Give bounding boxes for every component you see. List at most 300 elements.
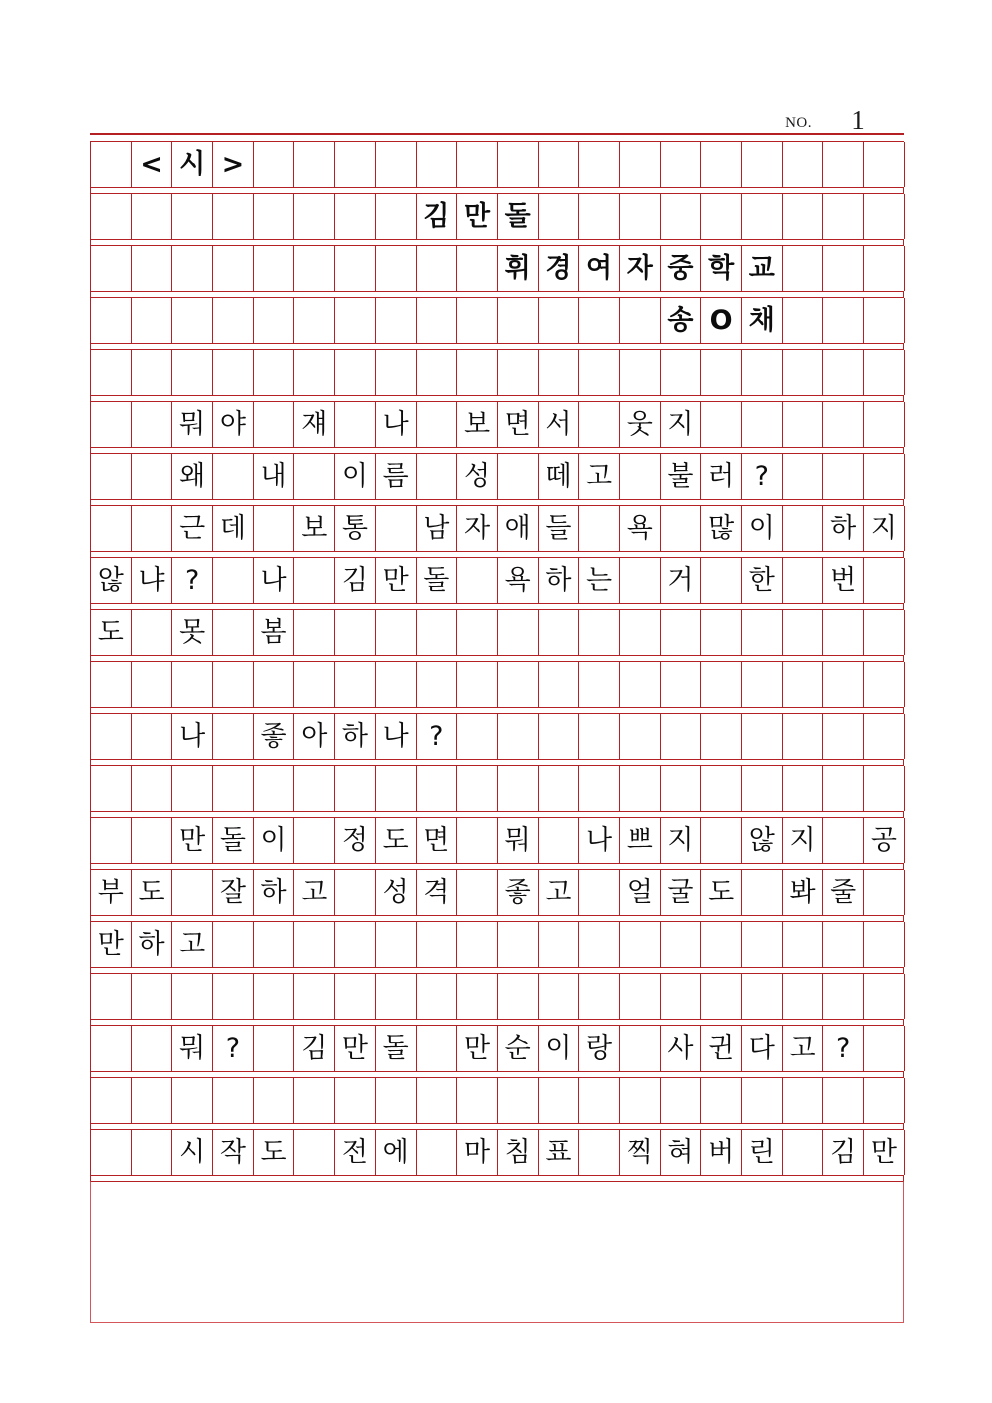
manuscript-cell[interactable] bbox=[539, 818, 580, 863]
manuscript-cell[interactable] bbox=[172, 298, 213, 343]
manuscript-cell[interactable] bbox=[864, 870, 905, 915]
manuscript-cell[interactable] bbox=[620, 298, 661, 343]
manuscript-cell[interactable]: 이 bbox=[254, 818, 295, 863]
manuscript-cell[interactable] bbox=[254, 142, 295, 187]
manuscript-cell[interactable] bbox=[213, 350, 254, 395]
manuscript-cell[interactable] bbox=[172, 662, 213, 707]
manuscript-cell[interactable] bbox=[701, 922, 742, 967]
manuscript-cell[interactable]: 자 bbox=[457, 506, 498, 551]
manuscript-cell[interactable]: 돌 bbox=[498, 194, 539, 239]
manuscript-cell[interactable] bbox=[254, 766, 295, 811]
manuscript-cell[interactable] bbox=[701, 1078, 742, 1123]
manuscript-cell[interactable] bbox=[294, 1078, 335, 1123]
manuscript-cell[interactable] bbox=[172, 974, 213, 1019]
manuscript-cell[interactable] bbox=[335, 974, 376, 1019]
manuscript-cell[interactable] bbox=[701, 142, 742, 187]
manuscript-cell[interactable] bbox=[294, 454, 335, 499]
manuscript-cell[interactable] bbox=[417, 402, 458, 447]
manuscript-cell[interactable] bbox=[742, 922, 783, 967]
manuscript-cell[interactable] bbox=[213, 766, 254, 811]
manuscript-cell[interactable] bbox=[823, 818, 864, 863]
manuscript-cell[interactable] bbox=[701, 662, 742, 707]
manuscript-cell[interactable] bbox=[620, 558, 661, 603]
manuscript-cell[interactable]: 나 bbox=[579, 818, 620, 863]
manuscript-cell[interactable] bbox=[823, 402, 864, 447]
manuscript-cell[interactable] bbox=[620, 350, 661, 395]
manuscript-cell[interactable]: ? bbox=[213, 1026, 254, 1071]
manuscript-cell[interactable]: 줄 bbox=[823, 870, 864, 915]
manuscript-cell[interactable]: 한 bbox=[742, 558, 783, 603]
manuscript-cell[interactable] bbox=[132, 662, 173, 707]
manuscript-cell[interactable] bbox=[620, 194, 661, 239]
manuscript-cell[interactable]: 작 bbox=[213, 1130, 254, 1175]
manuscript-cell[interactable] bbox=[132, 766, 173, 811]
manuscript-cell[interactable]: 고 bbox=[294, 870, 335, 915]
manuscript-cell[interactable] bbox=[539, 1078, 580, 1123]
manuscript-cell[interactable] bbox=[498, 974, 539, 1019]
manuscript-cell[interactable] bbox=[335, 1078, 376, 1123]
manuscript-cell[interactable]: 욕 bbox=[620, 506, 661, 551]
manuscript-cell[interactable] bbox=[661, 350, 702, 395]
manuscript-cell[interactable] bbox=[498, 298, 539, 343]
manuscript-cell[interactable] bbox=[91, 1130, 132, 1175]
manuscript-cell[interactable] bbox=[783, 506, 824, 551]
manuscript-cell[interactable] bbox=[417, 1026, 458, 1071]
manuscript-cell[interactable] bbox=[376, 506, 417, 551]
manuscript-cell[interactable]: 많 bbox=[701, 506, 742, 551]
manuscript-cell[interactable]: 휘 bbox=[498, 246, 539, 291]
manuscript-cell[interactable]: 김 bbox=[823, 1130, 864, 1175]
manuscript-cell[interactable]: 러 bbox=[701, 454, 742, 499]
manuscript-cell[interactable] bbox=[823, 350, 864, 395]
manuscript-cell[interactable] bbox=[457, 974, 498, 1019]
manuscript-cell[interactable] bbox=[742, 402, 783, 447]
manuscript-cell[interactable] bbox=[823, 454, 864, 499]
manuscript-cell[interactable]: 고 bbox=[539, 870, 580, 915]
manuscript-cell[interactable]: 통 bbox=[335, 506, 376, 551]
manuscript-cell[interactable]: 중 bbox=[661, 246, 702, 291]
manuscript-cell[interactable] bbox=[620, 1078, 661, 1123]
manuscript-cell[interactable] bbox=[539, 142, 580, 187]
manuscript-cell[interactable] bbox=[742, 142, 783, 187]
manuscript-cell[interactable] bbox=[783, 454, 824, 499]
manuscript-cell[interactable] bbox=[254, 974, 295, 1019]
manuscript-cell[interactable]: 근 bbox=[172, 506, 213, 551]
manuscript-cell[interactable]: 귄 bbox=[701, 1026, 742, 1071]
manuscript-cell[interactable] bbox=[864, 402, 905, 447]
manuscript-cell[interactable]: 못 bbox=[172, 610, 213, 655]
manuscript-cell[interactable] bbox=[539, 974, 580, 1019]
manuscript-cell[interactable] bbox=[417, 974, 458, 1019]
manuscript-cell[interactable] bbox=[457, 922, 498, 967]
manuscript-cell[interactable] bbox=[620, 714, 661, 759]
manuscript-cell[interactable] bbox=[294, 974, 335, 1019]
manuscript-cell[interactable] bbox=[661, 610, 702, 655]
manuscript-cell[interactable] bbox=[172, 194, 213, 239]
manuscript-cell[interactable] bbox=[213, 194, 254, 239]
manuscript-cell[interactable] bbox=[579, 1130, 620, 1175]
manuscript-cell[interactable]: 학 bbox=[701, 246, 742, 291]
manuscript-cell[interactable] bbox=[335, 350, 376, 395]
manuscript-cell[interactable] bbox=[91, 1026, 132, 1071]
manuscript-cell[interactable] bbox=[172, 350, 213, 395]
manuscript-cell[interactable] bbox=[294, 610, 335, 655]
manuscript-cell[interactable] bbox=[661, 662, 702, 707]
manuscript-cell[interactable] bbox=[254, 1026, 295, 1071]
manuscript-cell[interactable] bbox=[457, 350, 498, 395]
manuscript-cell[interactable] bbox=[620, 662, 661, 707]
manuscript-cell[interactable] bbox=[132, 1130, 173, 1175]
manuscript-cell[interactable] bbox=[620, 766, 661, 811]
manuscript-cell[interactable] bbox=[91, 142, 132, 187]
manuscript-cell[interactable] bbox=[172, 766, 213, 811]
manuscript-cell[interactable] bbox=[701, 974, 742, 1019]
manuscript-cell[interactable]: 만 bbox=[376, 558, 417, 603]
manuscript-cell[interactable] bbox=[213, 558, 254, 603]
manuscript-cell[interactable]: 하 bbox=[132, 922, 173, 967]
manuscript-cell[interactable] bbox=[661, 766, 702, 811]
manuscript-cell[interactable] bbox=[579, 298, 620, 343]
manuscript-cell[interactable] bbox=[701, 350, 742, 395]
manuscript-cell[interactable] bbox=[783, 194, 824, 239]
manuscript-cell[interactable] bbox=[91, 350, 132, 395]
manuscript-cell[interactable] bbox=[335, 402, 376, 447]
manuscript-cell[interactable]: 송 bbox=[661, 298, 702, 343]
manuscript-cell[interactable]: 성 bbox=[376, 870, 417, 915]
manuscript-cell[interactable]: 이 bbox=[742, 506, 783, 551]
manuscript-cell[interactable] bbox=[783, 766, 824, 811]
manuscript-cell[interactable] bbox=[132, 818, 173, 863]
manuscript-cell[interactable] bbox=[783, 402, 824, 447]
manuscript-cell[interactable]: 는 bbox=[579, 558, 620, 603]
manuscript-cell[interactable]: 하 bbox=[823, 506, 864, 551]
manuscript-cell[interactable] bbox=[742, 610, 783, 655]
manuscript-cell[interactable] bbox=[823, 922, 864, 967]
manuscript-cell[interactable] bbox=[91, 818, 132, 863]
manuscript-cell[interactable]: 거 bbox=[661, 558, 702, 603]
manuscript-cell[interactable]: O bbox=[701, 298, 742, 343]
manuscript-cell[interactable] bbox=[823, 194, 864, 239]
manuscript-cell[interactable] bbox=[783, 974, 824, 1019]
manuscript-cell[interactable] bbox=[783, 610, 824, 655]
manuscript-cell[interactable] bbox=[376, 1078, 417, 1123]
manuscript-cell[interactable] bbox=[498, 1078, 539, 1123]
manuscript-cell[interactable]: 왜 bbox=[172, 454, 213, 499]
manuscript-cell[interactable] bbox=[620, 974, 661, 1019]
manuscript-cell[interactable] bbox=[864, 766, 905, 811]
manuscript-cell[interactable] bbox=[539, 766, 580, 811]
manuscript-cell[interactable]: 봐 bbox=[783, 870, 824, 915]
manuscript-cell[interactable] bbox=[579, 766, 620, 811]
manuscript-cell[interactable] bbox=[132, 454, 173, 499]
manuscript-cell[interactable]: 애 bbox=[498, 506, 539, 551]
manuscript-cell[interactable]: 굴 bbox=[661, 870, 702, 915]
manuscript-cell[interactable]: 욕 bbox=[498, 558, 539, 603]
manuscript-cell[interactable] bbox=[132, 610, 173, 655]
manuscript-cell[interactable] bbox=[539, 298, 580, 343]
manuscript-cell[interactable] bbox=[457, 870, 498, 915]
manuscript-cell[interactable]: 교 bbox=[742, 246, 783, 291]
manuscript-cell[interactable] bbox=[579, 922, 620, 967]
manuscript-cell[interactable] bbox=[294, 922, 335, 967]
manuscript-cell[interactable]: 쟤 bbox=[294, 402, 335, 447]
manuscript-cell[interactable]: 표 bbox=[539, 1130, 580, 1175]
manuscript-cell[interactable]: 아 bbox=[294, 714, 335, 759]
manuscript-cell[interactable]: 냐 bbox=[132, 558, 173, 603]
manuscript-cell[interactable]: 나 bbox=[376, 402, 417, 447]
manuscript-cell[interactable] bbox=[783, 714, 824, 759]
manuscript-cell[interactable] bbox=[823, 766, 864, 811]
manuscript-cell[interactable]: 경 bbox=[539, 246, 580, 291]
manuscript-cell[interactable] bbox=[417, 298, 458, 343]
manuscript-cell[interactable] bbox=[783, 922, 824, 967]
manuscript-cell[interactable]: 들 bbox=[539, 506, 580, 551]
manuscript-cell[interactable]: 데 bbox=[213, 506, 254, 551]
manuscript-cell[interactable] bbox=[91, 402, 132, 447]
manuscript-cell[interactable] bbox=[91, 662, 132, 707]
manuscript-cell[interactable] bbox=[823, 1078, 864, 1123]
manuscript-cell[interactable] bbox=[579, 610, 620, 655]
manuscript-cell[interactable] bbox=[213, 922, 254, 967]
manuscript-cell[interactable]: 다 bbox=[742, 1026, 783, 1071]
manuscript-cell[interactable] bbox=[294, 818, 335, 863]
manuscript-cell[interactable]: 순 bbox=[498, 1026, 539, 1071]
manuscript-cell[interactable] bbox=[376, 610, 417, 655]
manuscript-cell[interactable] bbox=[457, 558, 498, 603]
manuscript-cell[interactable]: 린 bbox=[742, 1130, 783, 1175]
manuscript-cell[interactable] bbox=[132, 714, 173, 759]
manuscript-cell[interactable] bbox=[335, 662, 376, 707]
manuscript-cell[interactable] bbox=[91, 246, 132, 291]
manuscript-cell[interactable]: 하 bbox=[335, 714, 376, 759]
manuscript-cell[interactable] bbox=[254, 922, 295, 967]
manuscript-cell[interactable] bbox=[823, 662, 864, 707]
manuscript-cell[interactable]: 내 bbox=[254, 454, 295, 499]
manuscript-cell[interactable] bbox=[864, 1078, 905, 1123]
manuscript-cell[interactable] bbox=[457, 766, 498, 811]
manuscript-cell[interactable] bbox=[417, 246, 458, 291]
manuscript-cell[interactable] bbox=[661, 922, 702, 967]
manuscript-cell[interactable]: 뭐 bbox=[172, 1026, 213, 1071]
manuscript-cell[interactable]: 도 bbox=[91, 610, 132, 655]
manuscript-cell[interactable] bbox=[661, 714, 702, 759]
manuscript-cell[interactable] bbox=[864, 142, 905, 187]
manuscript-cell[interactable]: 서 bbox=[539, 402, 580, 447]
manuscript-cell[interactable] bbox=[91, 714, 132, 759]
manuscript-cell[interactable] bbox=[294, 194, 335, 239]
manuscript-cell[interactable] bbox=[91, 194, 132, 239]
manuscript-cell[interactable] bbox=[132, 402, 173, 447]
manuscript-cell[interactable]: > bbox=[213, 142, 254, 187]
manuscript-cell[interactable] bbox=[254, 1078, 295, 1123]
manuscript-cell[interactable] bbox=[701, 402, 742, 447]
manuscript-cell[interactable] bbox=[132, 194, 173, 239]
manuscript-cell[interactable] bbox=[91, 454, 132, 499]
manuscript-cell[interactable]: 사 bbox=[661, 1026, 702, 1071]
manuscript-cell[interactable] bbox=[254, 662, 295, 707]
manuscript-cell[interactable] bbox=[254, 506, 295, 551]
manuscript-cell[interactable]: 나 bbox=[376, 714, 417, 759]
manuscript-cell[interactable] bbox=[823, 610, 864, 655]
manuscript-cell[interactable] bbox=[417, 610, 458, 655]
manuscript-cell[interactable] bbox=[579, 402, 620, 447]
manuscript-cell[interactable]: 도 bbox=[701, 870, 742, 915]
manuscript-cell[interactable] bbox=[417, 142, 458, 187]
manuscript-cell[interactable] bbox=[213, 662, 254, 707]
manuscript-cell[interactable] bbox=[864, 974, 905, 1019]
manuscript-cell[interactable] bbox=[864, 246, 905, 291]
manuscript-cell[interactable] bbox=[539, 194, 580, 239]
manuscript-cell[interactable] bbox=[91, 1078, 132, 1123]
manuscript-cell[interactable] bbox=[213, 298, 254, 343]
manuscript-cell[interactable] bbox=[91, 974, 132, 1019]
manuscript-cell[interactable]: ? bbox=[742, 454, 783, 499]
manuscript-cell[interactable]: 하 bbox=[254, 870, 295, 915]
manuscript-cell[interactable] bbox=[498, 142, 539, 187]
manuscript-cell[interactable] bbox=[661, 974, 702, 1019]
manuscript-cell[interactable] bbox=[376, 922, 417, 967]
manuscript-cell[interactable] bbox=[579, 506, 620, 551]
manuscript-cell[interactable]: 불 bbox=[661, 454, 702, 499]
manuscript-cell[interactable] bbox=[823, 714, 864, 759]
manuscript-cell[interactable] bbox=[742, 974, 783, 1019]
manuscript-cell[interactable]: 도 bbox=[132, 870, 173, 915]
manuscript-cell[interactable] bbox=[864, 558, 905, 603]
manuscript-cell[interactable] bbox=[132, 1078, 173, 1123]
manuscript-cell[interactable] bbox=[132, 974, 173, 1019]
manuscript-cell[interactable]: 보 bbox=[457, 402, 498, 447]
manuscript-cell[interactable] bbox=[376, 974, 417, 1019]
manuscript-cell[interactable] bbox=[132, 350, 173, 395]
manuscript-cell[interactable] bbox=[579, 974, 620, 1019]
manuscript-cell[interactable] bbox=[294, 350, 335, 395]
manuscript-cell[interactable]: 여 bbox=[579, 246, 620, 291]
manuscript-cell[interactable] bbox=[864, 454, 905, 499]
manuscript-cell[interactable] bbox=[579, 714, 620, 759]
manuscript-cell[interactable] bbox=[823, 298, 864, 343]
manuscript-cell[interactable] bbox=[376, 142, 417, 187]
manuscript-cell[interactable] bbox=[457, 610, 498, 655]
manuscript-cell[interactable] bbox=[620, 610, 661, 655]
manuscript-cell[interactable] bbox=[417, 1130, 458, 1175]
manuscript-cell[interactable]: ? bbox=[823, 1026, 864, 1071]
manuscript-cell[interactable] bbox=[701, 714, 742, 759]
manuscript-cell[interactable] bbox=[864, 298, 905, 343]
manuscript-cell[interactable] bbox=[539, 610, 580, 655]
manuscript-cell[interactable] bbox=[579, 142, 620, 187]
manuscript-cell[interactable]: 이 bbox=[539, 1026, 580, 1071]
manuscript-cell[interactable]: 나 bbox=[172, 714, 213, 759]
manuscript-cell[interactable] bbox=[254, 402, 295, 447]
manuscript-cell[interactable] bbox=[783, 246, 824, 291]
manuscript-cell[interactable] bbox=[132, 506, 173, 551]
manuscript-cell[interactable] bbox=[91, 298, 132, 343]
manuscript-cell[interactable] bbox=[864, 1026, 905, 1071]
manuscript-cell[interactable] bbox=[132, 246, 173, 291]
manuscript-cell[interactable]: 고 bbox=[579, 454, 620, 499]
manuscript-cell[interactable] bbox=[417, 454, 458, 499]
manuscript-cell[interactable]: 부 bbox=[91, 870, 132, 915]
manuscript-cell[interactable] bbox=[701, 194, 742, 239]
manuscript-cell[interactable] bbox=[498, 610, 539, 655]
manuscript-cell[interactable] bbox=[457, 818, 498, 863]
manuscript-cell[interactable]: 보 bbox=[294, 506, 335, 551]
manuscript-cell[interactable] bbox=[294, 766, 335, 811]
manuscript-cell[interactable] bbox=[620, 1026, 661, 1071]
manuscript-cell[interactable] bbox=[864, 662, 905, 707]
manuscript-cell[interactable]: 지 bbox=[661, 402, 702, 447]
manuscript-cell[interactable]: 전 bbox=[335, 1130, 376, 1175]
manuscript-cell[interactable] bbox=[417, 1078, 458, 1123]
manuscript-cell[interactable] bbox=[579, 1078, 620, 1123]
manuscript-cell[interactable]: 정 bbox=[335, 818, 376, 863]
manuscript-cell[interactable] bbox=[701, 558, 742, 603]
manuscript-cell[interactable] bbox=[498, 454, 539, 499]
manuscript-cell[interactable] bbox=[457, 298, 498, 343]
manuscript-cell[interactable] bbox=[132, 1026, 173, 1071]
manuscript-cell[interactable] bbox=[742, 766, 783, 811]
manuscript-cell[interactable]: 침 bbox=[498, 1130, 539, 1175]
manuscript-cell[interactable]: 만 bbox=[457, 1026, 498, 1071]
manuscript-cell[interactable] bbox=[457, 714, 498, 759]
manuscript-cell[interactable]: 돌 bbox=[417, 558, 458, 603]
manuscript-cell[interactable] bbox=[376, 766, 417, 811]
manuscript-cell[interactable]: 뭐 bbox=[172, 402, 213, 447]
manuscript-cell[interactable] bbox=[254, 194, 295, 239]
manuscript-cell[interactable] bbox=[213, 610, 254, 655]
manuscript-cell[interactable] bbox=[864, 350, 905, 395]
manuscript-cell[interactable] bbox=[457, 142, 498, 187]
manuscript-cell[interactable] bbox=[376, 298, 417, 343]
manuscript-cell[interactable]: 찍 bbox=[620, 1130, 661, 1175]
manuscript-cell[interactable] bbox=[335, 142, 376, 187]
manuscript-cell[interactable] bbox=[742, 194, 783, 239]
manuscript-cell[interactable] bbox=[783, 1078, 824, 1123]
manuscript-cell[interactable] bbox=[579, 662, 620, 707]
manuscript-cell[interactable] bbox=[783, 558, 824, 603]
manuscript-cell[interactable] bbox=[701, 766, 742, 811]
manuscript-cell[interactable]: 돌 bbox=[213, 818, 254, 863]
manuscript-cell[interactable]: 에 bbox=[376, 1130, 417, 1175]
manuscript-cell[interactable] bbox=[620, 922, 661, 967]
manuscript-cell[interactable]: 도 bbox=[376, 818, 417, 863]
manuscript-cell[interactable] bbox=[498, 350, 539, 395]
manuscript-cell[interactable]: 랑 bbox=[579, 1026, 620, 1071]
manuscript-cell[interactable]: 도 bbox=[254, 1130, 295, 1175]
manuscript-cell[interactable]: 고 bbox=[783, 1026, 824, 1071]
manuscript-cell[interactable]: 김 bbox=[294, 1026, 335, 1071]
manuscript-cell[interactable] bbox=[539, 922, 580, 967]
manuscript-cell[interactable]: 봄 bbox=[254, 610, 295, 655]
manuscript-cell[interactable] bbox=[376, 350, 417, 395]
manuscript-cell[interactable] bbox=[457, 246, 498, 291]
manuscript-cell[interactable] bbox=[742, 870, 783, 915]
manuscript-cell[interactable] bbox=[335, 766, 376, 811]
manuscript-cell[interactable]: 이 bbox=[335, 454, 376, 499]
manuscript-cell[interactable] bbox=[579, 194, 620, 239]
manuscript-cell[interactable] bbox=[294, 558, 335, 603]
manuscript-cell[interactable]: 시 bbox=[172, 1130, 213, 1175]
manuscript-cell[interactable]: 지 bbox=[783, 818, 824, 863]
manuscript-cell[interactable] bbox=[864, 922, 905, 967]
manuscript-cell[interactable]: 좋 bbox=[498, 870, 539, 915]
manuscript-cell[interactable] bbox=[823, 246, 864, 291]
manuscript-cell[interactable]: 채 bbox=[742, 298, 783, 343]
manuscript-cell[interactable] bbox=[376, 662, 417, 707]
manuscript-cell[interactable]: 않 bbox=[91, 558, 132, 603]
manuscript-cell[interactable] bbox=[213, 714, 254, 759]
manuscript-cell[interactable]: 지 bbox=[661, 818, 702, 863]
